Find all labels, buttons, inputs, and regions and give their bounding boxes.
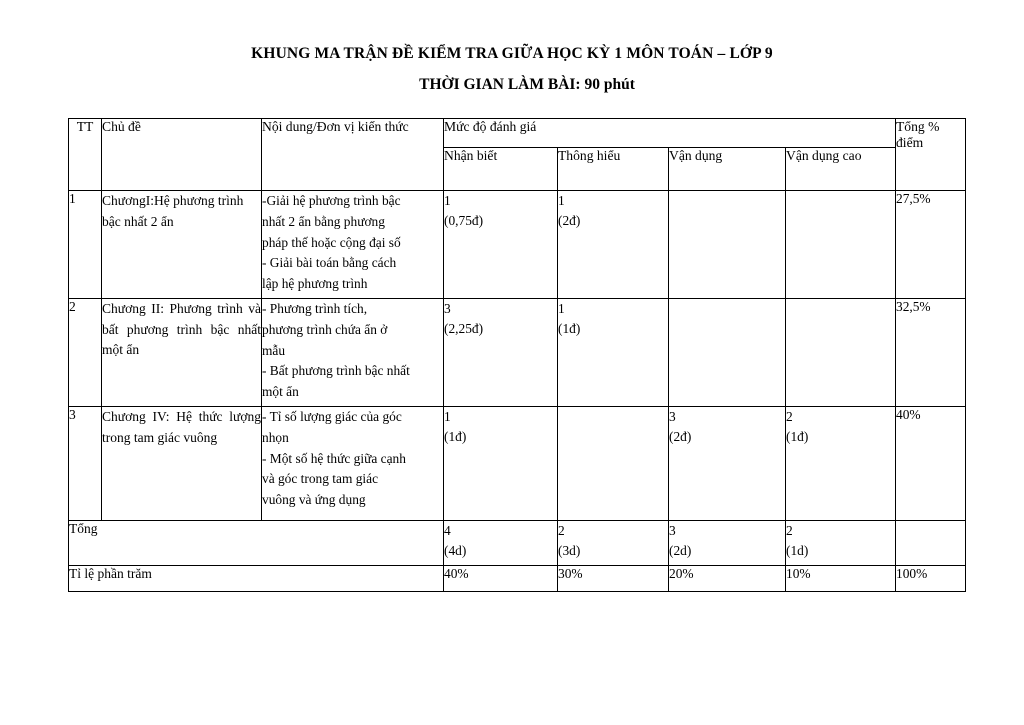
ratio-van-dung-cao: 10% bbox=[786, 566, 896, 592]
ratio-nhan-biet: 40% bbox=[444, 566, 558, 592]
cell-van-dung-cao bbox=[786, 299, 896, 407]
score-value: (1đ) bbox=[558, 321, 581, 337]
cell-van-dung-cao bbox=[786, 407, 896, 521]
count-value: 1 bbox=[558, 193, 565, 208]
header-subject: Chủ đề bbox=[102, 119, 262, 191]
score-value: (0,75đ) bbox=[444, 213, 484, 229]
count-value: 3 bbox=[669, 523, 676, 538]
count-value: 1 bbox=[558, 301, 565, 316]
cell-nhan-biet bbox=[444, 191, 558, 299]
header-level-van-dung-cao: Vận dụng cao bbox=[786, 148, 896, 191]
row-content: - Phương trình tích, phương trình chứa ẩn ở mẫu - Bất phương trình bậc nhất một ẩn bbox=[262, 299, 444, 407]
ratio-van-dung: 20% bbox=[669, 566, 786, 592]
score-value: (2,25đ) bbox=[444, 321, 484, 337]
header-row-top bbox=[69, 119, 966, 148]
exam-matrix-table bbox=[68, 118, 966, 592]
header-tt: TT bbox=[69, 119, 102, 191]
row-subject: Chương IV: Hệ thức lượng trong tam giác vuông bbox=[102, 407, 262, 521]
cell-nhan-biet bbox=[444, 299, 558, 407]
table-row bbox=[69, 407, 966, 521]
header-level-van-dung: Vận dụng bbox=[669, 148, 786, 191]
page-subtitle: THỜI GIAN LÀM BÀI: 90 phút bbox=[419, 75, 635, 93]
count-value: 3 bbox=[444, 301, 451, 316]
ratio-row bbox=[69, 566, 966, 592]
score-value: (1đ) bbox=[786, 429, 809, 445]
score-value: (2đ) bbox=[669, 429, 692, 445]
total-van-dung bbox=[669, 521, 786, 566]
cell-thong-hieu bbox=[558, 299, 669, 407]
count-value: 2 bbox=[786, 523, 793, 538]
row-content: - Tỉ số lượng giác của góc nhọn - Một số hệ thức giữa cạnh và góc trong tam giác vuông và ứng dụng bbox=[262, 407, 444, 521]
count-value: 4 bbox=[444, 523, 451, 538]
table-row bbox=[69, 299, 966, 407]
score-value: (2đ) bbox=[558, 213, 581, 229]
count-value: 1 bbox=[444, 193, 451, 208]
count-value: 2 bbox=[558, 523, 565, 538]
header-level-thong-hieu: Thông hiểu bbox=[558, 148, 669, 191]
ratio-total-percent: 100% bbox=[896, 566, 966, 592]
cell-thong-hieu bbox=[558, 191, 669, 299]
cell-van-dung-cao bbox=[786, 191, 896, 299]
score-value: (3d) bbox=[558, 543, 581, 559]
total-van-dung-cao bbox=[786, 521, 896, 566]
total-nhan-biet bbox=[444, 521, 558, 566]
total-thong-hieu bbox=[558, 521, 669, 566]
count-value: 1 bbox=[444, 409, 451, 424]
cell-van-dung bbox=[669, 191, 786, 299]
row-subject: Chương II: Phương trình và bất phương trình bậc nhất một ẩn bbox=[102, 299, 262, 407]
score-value: (2d) bbox=[669, 543, 692, 559]
header-level-group: Mức độ đánh giá bbox=[444, 119, 896, 148]
total-percent bbox=[896, 521, 966, 566]
score-value: (1d) bbox=[786, 543, 809, 559]
total-label: Tổng bbox=[69, 521, 444, 566]
row-content: -Giải hệ phương trình bậc nhất 2 ẩn bằng phương pháp thế hoặc cộng đại số - Giải bài toán bằng cách lập hệ phương trình bbox=[262, 191, 444, 299]
header-level-nhan-biet: Nhận biết bbox=[444, 148, 558, 191]
ratio-thong-hieu: 30% bbox=[558, 566, 669, 592]
score-value: (4d) bbox=[444, 543, 467, 559]
matrix-table-wrapper bbox=[68, 118, 965, 592]
cell-van-dung bbox=[669, 407, 786, 521]
cell-nhan-biet bbox=[444, 407, 558, 521]
cell-total-percent: 27,5% bbox=[896, 191, 966, 299]
page-title: KHUNG MA TRẬN ĐỀ KIỂM TRA GIỮA HỌC KỲ 1 MÔN TOÁN – LỚP 9 bbox=[251, 45, 773, 62]
cell-total-percent: 40% bbox=[896, 407, 966, 521]
title-block bbox=[0, 0, 1024, 96]
total-row bbox=[69, 521, 966, 566]
count-value: 3 bbox=[669, 409, 676, 424]
cell-van-dung bbox=[669, 299, 786, 407]
score-value: (1đ) bbox=[444, 429, 467, 445]
header-content: Nội dung/Đơn vị kiến thức bbox=[262, 119, 444, 191]
table-head bbox=[69, 119, 966, 191]
row-index: 3 bbox=[69, 407, 102, 521]
row-index: 1 bbox=[69, 191, 102, 299]
cell-total-percent: 32,5% bbox=[896, 299, 966, 407]
ratio-label: Tỉ lệ phần trăm bbox=[69, 566, 444, 592]
table-row bbox=[69, 191, 966, 299]
table-body bbox=[69, 191, 966, 592]
cell-thong-hieu bbox=[558, 407, 669, 521]
row-index: 2 bbox=[69, 299, 102, 407]
header-total-percent: Tổng % điểm bbox=[896, 119, 966, 191]
count-value: 2 bbox=[786, 409, 793, 424]
row-subject: ChươngI:Hệ phương trình bậc nhất 2 ẩn bbox=[102, 191, 262, 299]
